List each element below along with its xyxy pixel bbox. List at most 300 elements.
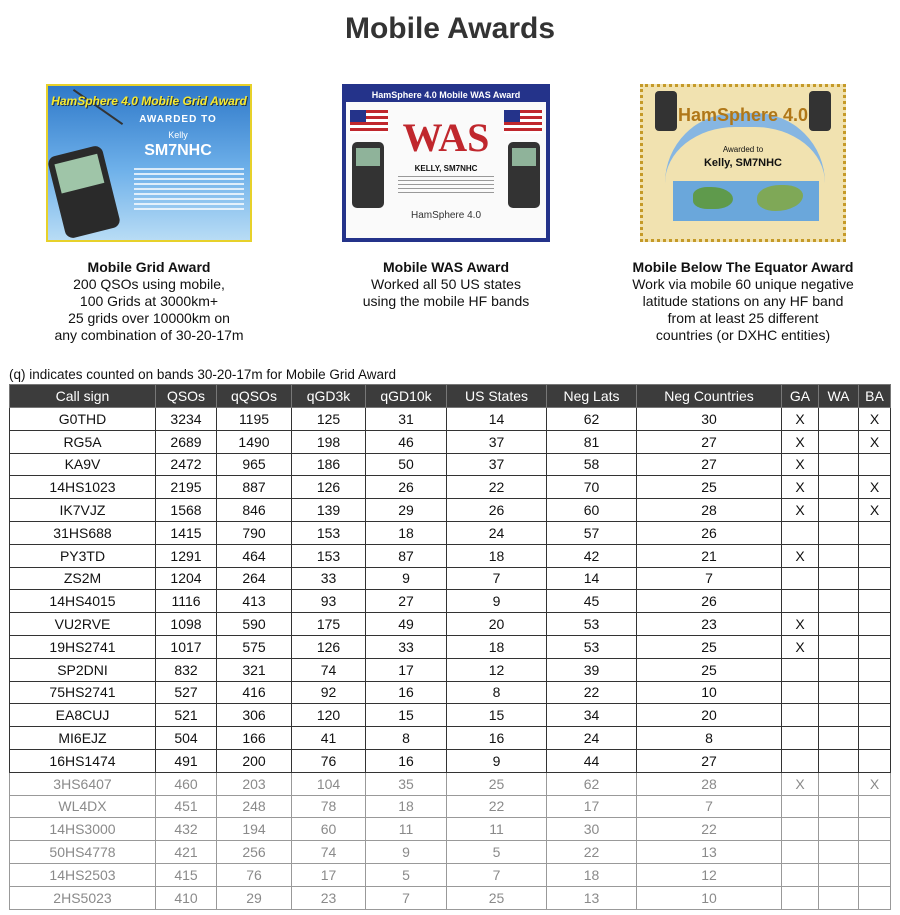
cell-wa <box>819 727 859 750</box>
cell-qqsos: 846 <box>217 499 292 522</box>
cell-us-states: 25 <box>447 886 547 909</box>
cell-us-states: 15 <box>447 704 547 727</box>
award-equator <box>613 84 873 344</box>
cell-ga <box>782 590 819 613</box>
cell-us-states: 37 <box>447 453 547 476</box>
table-row <box>10 499 891 522</box>
column-header-call-sign: Call sign <box>10 385 156 408</box>
cell-neg-lats: 14 <box>547 567 637 590</box>
cell-wa <box>819 521 859 544</box>
cell-call-sign: RG5A <box>10 430 156 453</box>
table-row <box>10 430 891 453</box>
cert-callsign: SM7NHC <box>144 142 212 159</box>
cell-ga <box>782 818 819 841</box>
cell-ga <box>782 658 819 681</box>
award-description: Worked all 50 US states using the mobile HF bands <box>362 276 530 309</box>
cell-qqsos: 306 <box>217 704 292 727</box>
cell-qqsos: 200 <box>217 749 292 772</box>
award-was <box>316 84 576 310</box>
cell-qgd3k: 78 <box>292 795 366 818</box>
cell-qsos: 504 <box>156 727 217 750</box>
cell-qgd3k: 153 <box>292 544 366 567</box>
award-description: Work via mobile 60 unique negative latitude stations on any HF band from at least 25 different countries (or DXHC entities) <box>632 276 854 343</box>
cell-qqsos: 194 <box>217 818 292 841</box>
cell-us-states: 37 <box>447 430 547 453</box>
cell-ga <box>782 521 819 544</box>
cell-ba <box>859 544 891 567</box>
cell-call-sign: 14HS4015 <box>10 590 156 613</box>
cell-qgd10k: 29 <box>366 499 447 522</box>
cell-call-sign: WL4DX <box>10 795 156 818</box>
cell-wa <box>819 635 859 658</box>
cell-qgd10k: 33 <box>366 635 447 658</box>
cell-call-sign: 14HS2503 <box>10 863 156 886</box>
cell-wa <box>819 567 859 590</box>
cell-us-states: 24 <box>447 521 547 544</box>
cell-wa <box>819 544 859 567</box>
cell-ba <box>859 818 891 841</box>
cell-ga: X <box>782 772 819 795</box>
cell-wa <box>819 453 859 476</box>
table-row <box>10 818 891 841</box>
phone-icon <box>508 142 540 208</box>
cell-call-sign: 19HS2741 <box>10 635 156 658</box>
cell-neg-lats: 17 <box>547 795 637 818</box>
cell-call-sign: 31HS688 <box>10 521 156 544</box>
award-grid <box>19 84 279 344</box>
cell-us-states: 7 <box>447 863 547 886</box>
cell-ga <box>782 863 819 886</box>
cell-neg-lats: 22 <box>547 681 637 704</box>
cell-qsos: 1204 <box>156 567 217 590</box>
page-title: Mobile Awards <box>344 12 556 45</box>
cell-us-states: 14 <box>447 408 547 431</box>
cell-neg-countries: 27 <box>637 749 782 772</box>
cell-ga <box>782 795 819 818</box>
cell-us-states: 11 <box>447 818 547 841</box>
cell-call-sign: PY3TD <box>10 544 156 567</box>
cell-qqsos: 1195 <box>217 408 292 431</box>
cell-us-states: 25 <box>447 772 547 795</box>
cell-ba <box>859 704 891 727</box>
cell-qgd10k: 46 <box>366 430 447 453</box>
cell-qqsos: 1490 <box>217 430 292 453</box>
cell-ga <box>782 704 819 727</box>
cell-qsos: 491 <box>156 749 217 772</box>
cell-wa <box>819 795 859 818</box>
award-name: Mobile Below The Equator Award <box>632 259 854 275</box>
cell-qgd10k: 11 <box>366 818 447 841</box>
cell-wa <box>819 590 859 613</box>
cell-qgd3k: 120 <box>292 704 366 727</box>
cell-neg-countries: 21 <box>637 544 782 567</box>
column-header-qqsos: qQSOs <box>217 385 292 408</box>
cert-banner: HamSphere 4.0 Mobile Grid Award <box>51 94 247 108</box>
cell-neg-countries: 8 <box>637 727 782 750</box>
table-row <box>10 886 891 909</box>
cell-neg-countries: 25 <box>637 658 782 681</box>
cell-ba <box>859 635 891 658</box>
cell-qgd3k: 186 <box>292 453 366 476</box>
cert-body-text <box>134 168 244 210</box>
cell-us-states: 26 <box>447 499 547 522</box>
table-row <box>10 704 891 727</box>
cell-neg-countries: 7 <box>637 567 782 590</box>
cell-qsos: 410 <box>156 886 217 909</box>
cell-wa <box>819 408 859 431</box>
cell-wa <box>819 841 859 864</box>
cell-neg-lats: 57 <box>547 521 637 544</box>
table-row <box>10 749 891 772</box>
grid-award-certificate-image[interactable] <box>46 84 252 242</box>
cell-qgd10k: 17 <box>366 658 447 681</box>
cell-qsos: 2689 <box>156 430 217 453</box>
cell-qgd10k: 16 <box>366 749 447 772</box>
cell-us-states: 5 <box>447 841 547 864</box>
cell-qgd10k: 7 <box>366 886 447 909</box>
cell-call-sign: EA8CUJ <box>10 704 156 727</box>
table-header-row <box>10 385 891 408</box>
cell-neg-countries: 25 <box>637 635 782 658</box>
cell-qsos: 1098 <box>156 613 217 636</box>
cert-body-text <box>398 176 494 196</box>
cell-us-states: 9 <box>447 749 547 772</box>
cell-ba <box>859 521 891 544</box>
cell-neg-countries: 30 <box>637 408 782 431</box>
cell-neg-lats: 81 <box>547 430 637 453</box>
world-map-graphic <box>673 181 819 221</box>
phone-icon <box>352 142 384 208</box>
cell-qsos: 1568 <box>156 499 217 522</box>
cell-neg-lats: 62 <box>547 408 637 431</box>
cell-qsos: 1291 <box>156 544 217 567</box>
cell-wa <box>819 499 859 522</box>
cell-ba <box>859 567 891 590</box>
cell-us-states: 8 <box>447 681 547 704</box>
cell-qqsos: 264 <box>217 567 292 590</box>
cell-qqsos: 76 <box>217 863 292 886</box>
cell-ga <box>782 681 819 704</box>
cell-ba <box>859 795 891 818</box>
cell-neg-lats: 70 <box>547 476 637 499</box>
cell-neg-lats: 13 <box>547 886 637 909</box>
cell-qgd10k: 49 <box>366 613 447 636</box>
cell-call-sign: VU2RVE <box>10 613 156 636</box>
phone-icon <box>47 144 122 239</box>
was-award-certificate-image[interactable] <box>342 84 550 242</box>
cell-us-states: 22 <box>447 476 547 499</box>
cell-call-sign: IK7VJZ <box>10 499 156 522</box>
cell-call-sign: 3HS6407 <box>10 772 156 795</box>
cell-qsos: 1017 <box>156 635 217 658</box>
cell-wa <box>819 772 859 795</box>
cell-qgd3k: 41 <box>292 727 366 750</box>
cell-qqsos: 965 <box>217 453 292 476</box>
cell-qgd3k: 92 <box>292 681 366 704</box>
cell-qsos: 460 <box>156 772 217 795</box>
cell-wa <box>819 681 859 704</box>
cell-qsos: 521 <box>156 704 217 727</box>
cell-neg-countries: 28 <box>637 772 782 795</box>
cell-qgd10k: 16 <box>366 681 447 704</box>
table-row <box>10 795 891 818</box>
cell-ba: X <box>859 476 891 499</box>
cell-qsos: 3234 <box>156 408 217 431</box>
table-row <box>10 567 891 590</box>
cell-ga: X <box>782 635 819 658</box>
cell-ba <box>859 841 891 864</box>
cell-qgd10k: 8 <box>366 727 447 750</box>
column-header-ga: GA <box>782 385 819 408</box>
cell-ga: X <box>782 430 819 453</box>
cell-qgd3k: 175 <box>292 613 366 636</box>
cell-qqsos: 575 <box>217 635 292 658</box>
cell-wa <box>819 749 859 772</box>
cell-call-sign: ZS2M <box>10 567 156 590</box>
cell-ba <box>859 749 891 772</box>
cell-ga <box>782 841 819 864</box>
cell-qgd3k: 126 <box>292 476 366 499</box>
cell-ga: X <box>782 453 819 476</box>
cert-name: Kelly <box>168 130 188 140</box>
cell-qqsos: 790 <box>217 521 292 544</box>
cell-neg-lats: 24 <box>547 727 637 750</box>
cell-qgd3k: 17 <box>292 863 366 886</box>
cell-qqsos: 887 <box>217 476 292 499</box>
table-row <box>10 681 891 704</box>
table-row <box>10 453 891 476</box>
cell-qgd3k: 60 <box>292 818 366 841</box>
cell-neg-lats: 39 <box>547 658 637 681</box>
cell-qsos: 421 <box>156 841 217 864</box>
cell-call-sign: G0THD <box>10 408 156 431</box>
cell-qsos: 451 <box>156 795 217 818</box>
cell-wa <box>819 886 859 909</box>
table-row <box>10 635 891 658</box>
cell-ga: X <box>782 499 819 522</box>
cell-neg-lats: 44 <box>547 749 637 772</box>
cell-neg-lats: 58 <box>547 453 637 476</box>
cell-qgd3k: 33 <box>292 567 366 590</box>
cell-qqsos: 464 <box>217 544 292 567</box>
table-row <box>10 841 891 864</box>
column-header-neg-lats: Neg Lats <box>547 385 637 408</box>
cell-ba: X <box>859 499 891 522</box>
cell-ga: X <box>782 544 819 567</box>
cell-qqsos: 321 <box>217 658 292 681</box>
cell-qqsos: 248 <box>217 795 292 818</box>
awards-table <box>9 384 891 910</box>
cell-qgd3k: 198 <box>292 430 366 453</box>
cell-ba <box>859 658 891 681</box>
cell-ba <box>859 453 891 476</box>
cell-qsos: 832 <box>156 658 217 681</box>
cell-qqsos: 416 <box>217 681 292 704</box>
cell-qsos: 2472 <box>156 453 217 476</box>
table-row <box>10 476 891 499</box>
cell-wa <box>819 658 859 681</box>
cell-neg-lats: 45 <box>547 590 637 613</box>
cell-ba: X <box>859 408 891 431</box>
cell-qgd3k: 126 <box>292 635 366 658</box>
cell-qgd10k: 50 <box>366 453 447 476</box>
table-row <box>10 727 891 750</box>
cell-neg-countries: 26 <box>637 590 782 613</box>
cert-header: HamSphere 4.0 Mobile WAS Award <box>346 88 546 102</box>
cell-ga <box>782 886 819 909</box>
cert-awarded-to: AWARDED TO <box>139 114 217 125</box>
cell-qqsos: 166 <box>217 727 292 750</box>
cell-qgd3k: 74 <box>292 658 366 681</box>
cell-wa <box>819 863 859 886</box>
column-header-neg-countries: Neg Countries <box>637 385 782 408</box>
column-header-qsos: QSOs <box>156 385 217 408</box>
cell-us-states: 18 <box>447 544 547 567</box>
cell-neg-countries: 12 <box>637 863 782 886</box>
cell-ga <box>782 727 819 750</box>
cell-neg-countries: 27 <box>637 430 782 453</box>
cell-call-sign: KA9V <box>10 453 156 476</box>
cell-qgd10k: 26 <box>366 476 447 499</box>
cell-ba <box>859 681 891 704</box>
cell-call-sign: 75HS2741 <box>10 681 156 704</box>
cell-qgd3k: 93 <box>292 590 366 613</box>
cell-wa <box>819 704 859 727</box>
table-row <box>10 772 891 795</box>
cell-qsos: 415 <box>156 863 217 886</box>
cell-neg-countries: 27 <box>637 453 782 476</box>
cell-ba: X <box>859 772 891 795</box>
award-name: Mobile WAS Award <box>382 259 509 275</box>
cell-qgd3k: 153 <box>292 521 366 544</box>
cell-qqsos: 413 <box>217 590 292 613</box>
cell-us-states: 22 <box>447 795 547 818</box>
column-header-wa: WA <box>819 385 859 408</box>
cell-neg-countries: 23 <box>637 613 782 636</box>
cell-ba: X <box>859 430 891 453</box>
cell-neg-countries: 28 <box>637 499 782 522</box>
award-description: 200 QSOs using mobile, 100 Grids at 3000km+ 25 grids over 10000km on any combination of 30-20-17m <box>54 276 244 343</box>
cell-wa <box>819 818 859 841</box>
cell-neg-countries: 10 <box>637 681 782 704</box>
table-row <box>10 544 891 567</box>
cell-qsos: 527 <box>156 681 217 704</box>
table-row <box>10 613 891 636</box>
cell-qsos: 1116 <box>156 590 217 613</box>
cell-wa <box>819 613 859 636</box>
cell-neg-countries: 20 <box>637 704 782 727</box>
cell-call-sign: 16HS1474 <box>10 749 156 772</box>
cert-name: KELLY, SM7NHC <box>414 164 478 173</box>
cell-neg-countries: 10 <box>637 886 782 909</box>
cert-was-text: WAS <box>402 115 490 160</box>
cell-ga <box>782 749 819 772</box>
cell-qgd10k: 18 <box>366 521 447 544</box>
cell-neg-lats: 34 <box>547 704 637 727</box>
table-row <box>10 408 891 431</box>
table-row <box>10 590 891 613</box>
cell-us-states: 7 <box>447 567 547 590</box>
cell-qgd10k: 15 <box>366 704 447 727</box>
cell-call-sign: 2HS5023 <box>10 886 156 909</box>
cell-neg-countries: 13 <box>637 841 782 864</box>
cell-ga <box>782 567 819 590</box>
table-body <box>10 408 891 910</box>
cell-us-states: 20 <box>447 613 547 636</box>
cell-qgd10k: 5 <box>366 863 447 886</box>
cell-ba <box>859 590 891 613</box>
cell-ba <box>859 886 891 909</box>
table-row <box>10 863 891 886</box>
cell-qgd10k: 31 <box>366 408 447 431</box>
table-row <box>10 658 891 681</box>
cell-us-states: 16 <box>447 727 547 750</box>
cell-call-sign: 50HS4778 <box>10 841 156 864</box>
cell-ba <box>859 863 891 886</box>
cell-ba <box>859 613 891 636</box>
cell-call-sign: MI6EJZ <box>10 727 156 750</box>
column-header-qgd3k: qGD3k <box>292 385 366 408</box>
cell-qgd10k: 87 <box>366 544 447 567</box>
cert-name: Kelly, SM7NHC <box>703 157 783 169</box>
cell-qqsos: 203 <box>217 772 292 795</box>
column-header-qgd10k: qGD10k <box>366 385 447 408</box>
cell-qgd3k: 76 <box>292 749 366 772</box>
cert-awarded-to: Awarded to <box>722 145 764 154</box>
cell-qqsos: 590 <box>217 613 292 636</box>
hamsphere-logo: HamSphere 4.0 <box>677 105 809 125</box>
table-row <box>10 521 891 544</box>
cell-qgd3k: 74 <box>292 841 366 864</box>
cell-neg-countries: 25 <box>637 476 782 499</box>
cell-neg-lats: 22 <box>547 841 637 864</box>
cell-neg-countries: 26 <box>637 521 782 544</box>
cell-neg-countries: 7 <box>637 795 782 818</box>
cell-qgd10k: 18 <box>366 795 447 818</box>
cell-qgd3k: 104 <box>292 772 366 795</box>
cell-us-states: 18 <box>447 635 547 658</box>
column-header-us-states: US States <box>447 385 547 408</box>
cell-neg-lats: 42 <box>547 544 637 567</box>
cell-qgd10k: 27 <box>366 590 447 613</box>
cell-ba <box>859 727 891 750</box>
cell-neg-lats: 53 <box>547 635 637 658</box>
cell-qgd3k: 23 <box>292 886 366 909</box>
cell-ga: X <box>782 613 819 636</box>
cell-qsos: 1415 <box>156 521 217 544</box>
cell-neg-lats: 18 <box>547 863 637 886</box>
cell-qqsos: 256 <box>217 841 292 864</box>
cell-qgd3k: 139 <box>292 499 366 522</box>
cell-ga: X <box>782 476 819 499</box>
cell-qgd3k: 125 <box>292 408 366 431</box>
cell-neg-lats: 60 <box>547 499 637 522</box>
award-name: Mobile Grid Award <box>87 259 211 275</box>
cell-qsos: 432 <box>156 818 217 841</box>
equator-award-certificate-image[interactable] <box>640 84 846 242</box>
cell-call-sign: 14HS3000 <box>10 818 156 841</box>
cell-us-states: 9 <box>447 590 547 613</box>
cell-ga: X <box>782 408 819 431</box>
cell-us-states: 12 <box>447 658 547 681</box>
cell-qgd10k: 9 <box>366 841 447 864</box>
hamsphere-logo: HamSphere 4.0 <box>410 210 482 221</box>
cell-neg-lats: 62 <box>547 772 637 795</box>
column-header-ba: BA <box>859 385 891 408</box>
cell-neg-lats: 53 <box>547 613 637 636</box>
cell-qgd10k: 35 <box>366 772 447 795</box>
cell-wa <box>819 476 859 499</box>
